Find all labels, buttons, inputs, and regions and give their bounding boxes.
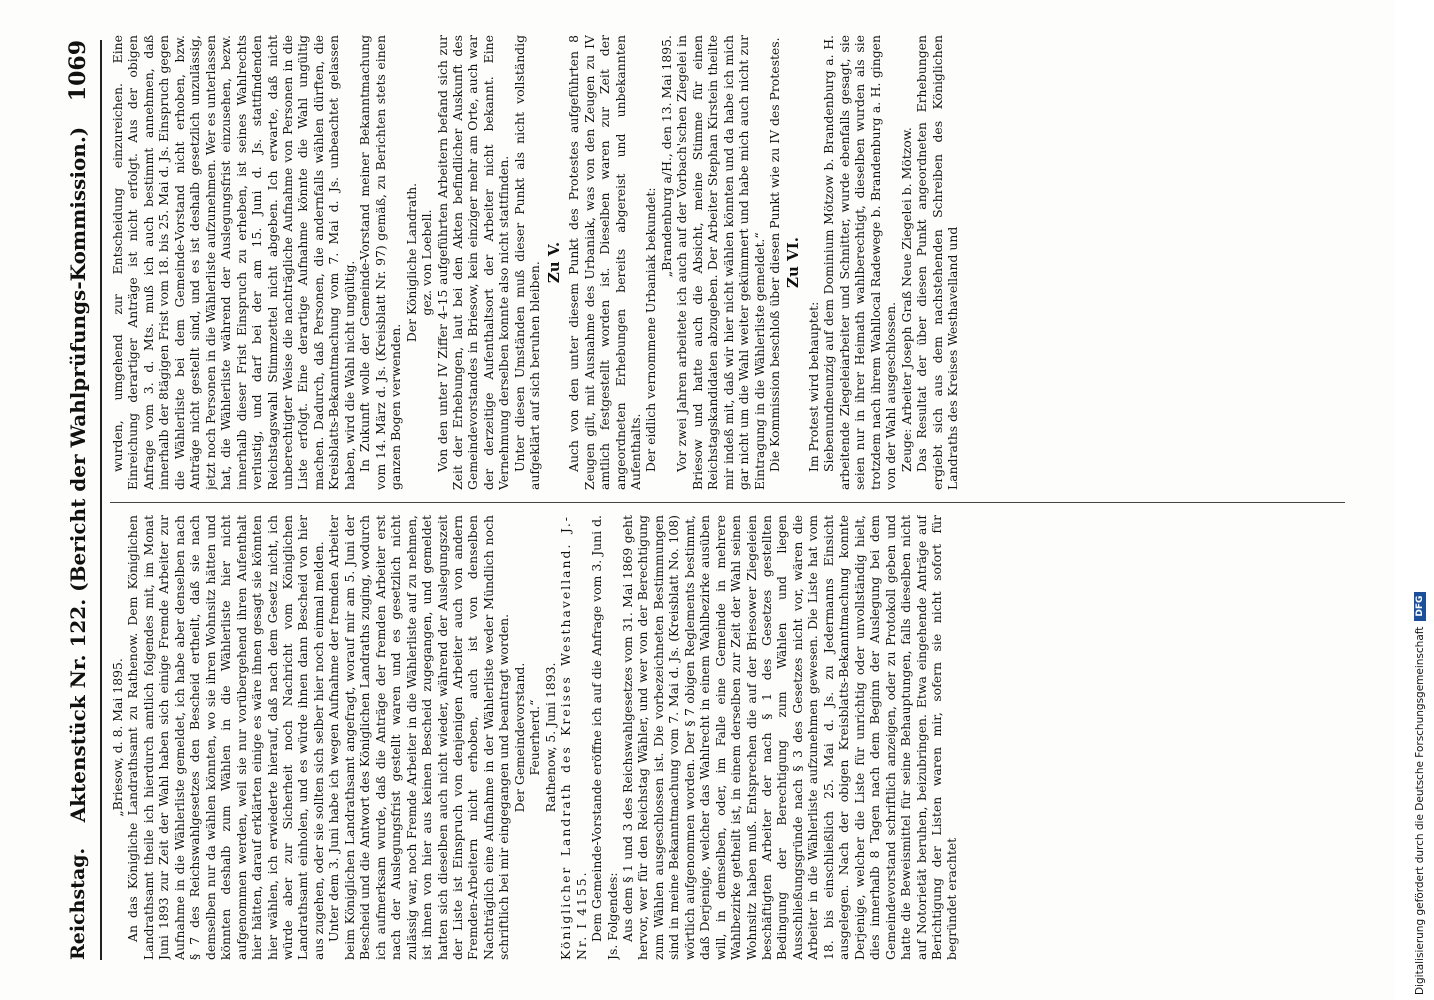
paragraph: Das Resultat der über diesen Punkt angeordneten Erhebungen ergiebt sich aus dem nachstehenden Schreiben des Königlichen Landraths des Kreises Westhavelland und [914,35,961,490]
paragraph: „Briesow, d. 8. Mai 1895. [110,658,125,817]
section-heading: Zu V. [544,241,563,284]
page-number: 1069 [65,40,91,102]
paragraph: Aus dem § 1 und 3 des Reichswahlgesetzes vom 31. Mai 1869 geht hervor, wer für den Reichstag Wähler, und wer von der Berechtigung zum Wählen ausgeschlossen ist. Die vorbezeichneten Bestimmungen sind in meine Bekanntmachung vom 7. Mai d. Js. (Kreisblatt No. 108) wörtlich aufgenommen worden. Der § 7 obigen Reglements bestimmt, daß Derjenige, welcher das Wahlrecht in einem Wahlbezirke ausüben will, in demselben, oder, im Falle eine Gemeinde in mehrere Wahlbezirke getheilt ist, in einem derselben zur Zeit der Wahl seinen Wohnsitz haben muß. Entsprechen die auf der Briesower Ziegeleien beschäftigten Arbeiter der nach § 1 des Gesetzes gestellten Bedingung der Berechtigung zum Wählen und liegen Ausschließungsgründe nach § 3 des Gesetzes nicht vor, wären die Arbeiter in die Wählerliste aufzunehmen gewesen. Die Liste hat vom 18. bis einschließlich 25. Mai d. Js. zu Jedermanns Einsicht ausgelegen. Nach der obigen Kreisblatts-Bekanntmachung konnte Derjenige, welcher die Liste für unrichtig oder unvollständig hielt, dies innerhalb 8 Tagen nach dem Beginn der Auslegung bei dem Gemeindevorstand schriftlich anzeigen, oder zu Protokoll geben und hatte die Beweismittel für seine Behauptungen, falls dieselben nicht auf Notorietät beruhen, beizubringen. Etwa eingehende Anträge auf Berichtigung der Listen waren mir, sofern sie nicht sofort für begründet erachtet [619,515,960,960]
dfg-logo: DFG [1414,592,1426,621]
section-heading: Zu VI. [784,237,803,288]
signature-line: Der Gemeindevorstand. [511,662,527,813]
credit-text: Digitalisierung gefördert durch die Deutsche Forschungsgemeinschaft [1414,626,1426,995]
header-rule [100,40,102,960]
digitization-credit [1414,592,1426,995]
paragraph: An das Königliche Landrathsamt zu Rathenow. Dem Königlichen Landrathsamt theile ich hierdurch amtlich folgendes mit, im Monat Juni 1893 zur Zeit der Wahl haben sich einige Fremde Arbeiter zur Aufnahme in die Wählerliste gemeldet, ich habe aber denselben nach § 7 des Reichswahlgesetzes den Bescheid ertheilt, daß sie nach demselben nur da wählen könnten, wo sie ihren Wohnsitz hätten und könnten deshalb zum Wählen in die Wählerliste hier nicht aufgenommen werden, weil sie nur vorübergehend ihren Aufenthalt hier hätten, darauf erklärten einige es wäre ihnen gesagt sie könnten hier wählen, ich erwiederte hierauf, daß nach dem Gesetz nicht, ich würde aber zur Sicherheit noch Nachricht vom Königlichen Landrathsamt einholen, und es würde ihnen dann Bescheid von hier aus zugehen, oder sie sollten sich selber hier noch einmal melden. [125,515,326,960]
dateline: Rathenow, 5. Juni 1893. [542,662,558,813]
paragraph: Der eidlich vernommene Urbaniak bekundet: [643,187,659,472]
paragraph: Dem Gemeinde-Vorstande eröffne ich auf die Anfrage vom 3. Juni d. Js. Folgendes: [589,515,620,960]
paragraph: In Zukunft wolle der Gemeinde-Vorstand meiner Bekanntmachung vom 14. März d. Js. (Kreisblatt Nr. 97) gemäß, zu Berichten stets einen ganzen Bogen verwenden. [357,35,404,490]
header-left: Reichstag. [67,847,89,960]
dateline: „Brandenburg a/H., den 13. Mai 1895. [658,35,674,278]
paragraph: Auch von den unter diesem Punkt des Protestes aufgeführten 8 Zeugen gilt, mit Ausnahme des Urbaniak, was von den Zeugen zu IV amtlich festgestellt worden ist. Dieselben waren zur Zeit der angeordneten Erhebungen bereits abgereist und unbekannten Aufenthalts. [566,35,643,490]
page-header [58,40,98,960]
paragraph: Zeuge: Arbeiter Joseph Graß Neue Ziegelei b. Mötzow. [898,127,914,472]
signature-name: Feuerherd.“ [527,699,543,776]
paragraph: Unter dem 3. Juni habe ich wegen Aufnahme der fremden Arbeiter beim Königlichen Landrathsamt angefragt, worauf mir am 5. Juni der Bescheid und die Antwort des Königlichen Landraths zuging, wodurch ich aufmerksam wurde, daß die Anträge der fremden Arbeiter erst nach der Auslegungsfrist gestellt waren und es gesetzlich nicht zulässig war, noch Fremde Arbeiter in die Wählerliste auf zu nehmen, ist ihnen von hier aus keinen Bescheid zugegangen, und gemeldet hatten sich dieselben auch nicht wieder, während der Auslegungszeit der Liste ist Einspruch von denjenigen Arbeiter auch von andern Fremden-Arbeitern nicht erhoben, auch ist von denselben Nachträglich eine Aufnahme in der Wählerliste weder Mündlich noch schriftlich bei mir eingegangen und beantragt worden. [326,515,512,960]
text-column-left [110,515,1345,960]
signature-name: gez. von Loebell. [419,209,435,316]
paragraph: Von den unter IV Ziffer 4–15 aufgeführten Arbeitern befand sich zur Zeit der Erhebungen, laut bei den Akten befindlicher Auskunft des Gemeindevorstandes in Briesow, kein einziger mehr am Orte, auch war der derzeitige Aufenthaltsort der Arbeiter nicht bekannt. Eine Vernehmung derselben konnte also nicht stattfinden. [434,35,512,490]
column-divider [110,502,1345,503]
paragraph: wurden, umgehend zur Entscheidung einzureichen. Eine Einreichung derartiger Anträge ist nicht erfolgt. Aus der obigen Anfrage vom 3. d. Mts. muß ich auch bestimmt annehmen, daß innerhalb der 8tägigen Frist vom 18. bis 25. Mai d. Js. Einspruch gegen die Wählerliste bei dem Gemeinde-Vorstand nicht erhoben, bzw. Anträge nicht gestellt sind, und es ist deshalb gesetzlich unzulässig, jetzt noch Personen in die Wählerliste aufzunehmen. Wer es unterlassen hat, die Wählerliste während der Auslegungsfrist einzusehen, bezw. innerhalb dieser Frist Einspruch zu erheben, ist seines Wahlrechts verlustig, und darf bei der am 15. Juni d. Js. stattfindenden Reichstagswahl Stimmzettel nicht abgeben. Ich erwarte, daß nicht unberechtigter Weise die nachträgliche Aufnahme von Personen in die Liste erfolgt. Eine derartige Aufnahme könnte die Wahl ungültig machen. Dadurch, daß Personen, die andernfalls wählen dürften, die Kreisblatts-Bekanntmachung vom 7. Mai d. Js. unbeachtet gelassen haben, wird die Wahl nicht ungültig. [110,35,357,490]
sender-block: Königlicher Landrath des Kreises Westhavelland. J.-Nr. I 4155. [558,515,589,960]
paragraph: Die Kommission beschloß über diesen Punkt wie zu IV des Protestes. [767,37,783,472]
paragraph: Unter diesen Umständen muß dieser Punkt als nicht vollständig aufgeklärt auf sich beruhen bleiben. [511,35,543,490]
text-column-right [110,35,1345,490]
signature-line: Der Königliche Landrath. [403,182,419,343]
header-title: Aktenstück Nr. 122. (Bericht der Wahlprüfungs-Kommission.) [66,126,90,823]
paragraph: Siebenundneunzig auf dem Dominium Mötzow b. Brandenburg a. H. arbeitende Ziegeleiarbeiter und Schnitter, wurde ebenfalls gesagt, sie seien nur in ihrer Heimath wahlberechtigt, dieselben wurden als sie trotzdem nach ihrem Wahllocal Radewege b. Brandenburg a. H. gingen von der Wahl ausgeschlossen. [821,35,899,490]
paragraph: Vor zwei Jahren arbeitete ich auch auf der Vorbach'schen Ziegelei in Briesow und hatte auch die Absicht, meine Stimme für einen Reichstagskandidaten abzugeben. Der Arbeiter Stephan Kirstein theilte mir indeß mit, daß wir hier nicht wählen könnten und da habe ich mich gar nicht um die Wahl weiter gekümmert und habe mich auch nicht zur Eintragung in die Wählerliste gemeldet.“ [674,35,767,490]
paragraph: Im Protest wird behauptet: [805,301,821,472]
